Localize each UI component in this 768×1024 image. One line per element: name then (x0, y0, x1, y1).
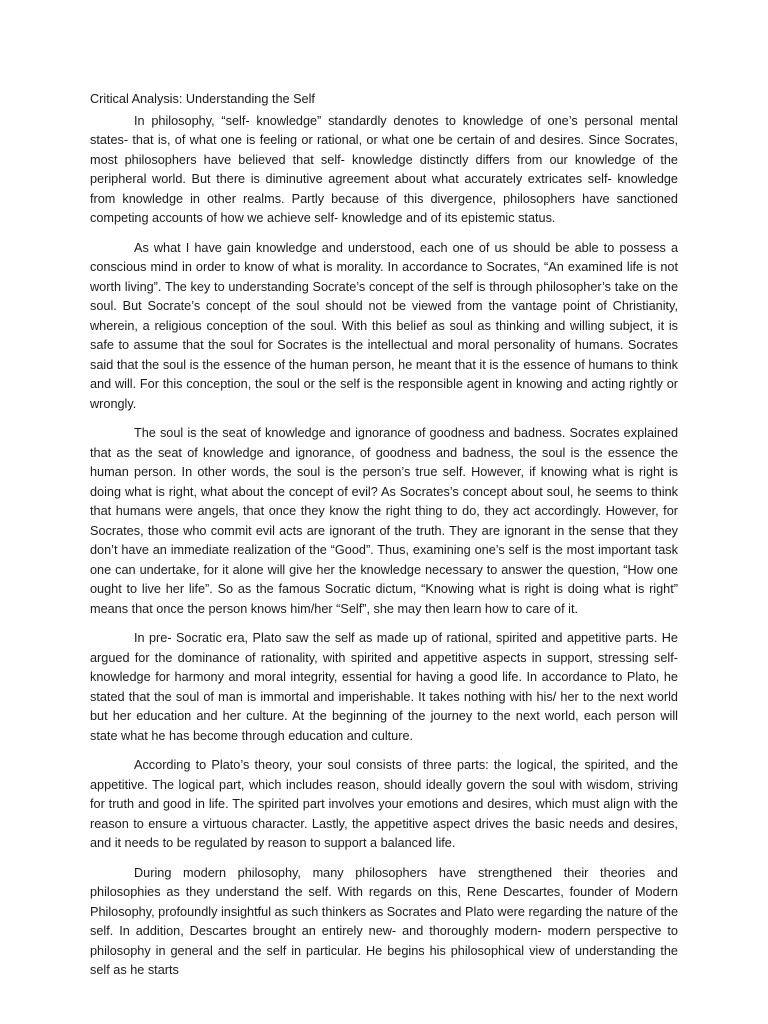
paragraph-socrates-soul: The soul is the seat of knowledge and ignorance of goodness and badness. Socrates explained that as the seat of knowledge and ignorance, of goodness and badness, the soul is the essence the human person. In other words, the soul is the person’s true self. However, if knowing what is right is doing what is right, what about the concept of evil? As Socrates’s concept about soul, he seems to think that humans were angels, that once they know the right thing to do, they act accordingly. However, for Socrates, those who commit evil acts are ignorant of the truth. They are ignorant in the sense that they don’t have an immediate realization of the “Good”. Thus, examining one’s self is the most important task one can undertake, for it alone will give her the knowledge necessary to answer the question, “How one ought to live her life”. So as the famous Socratic dictum, “Knowing what is right is doing what is right” means that once the person knows him/her “Self”, she may then learn how to care of it. (90, 426, 678, 616)
document-title: Critical Analysis: Understanding the Self (90, 92, 315, 106)
paragraph-socrates-examined-life: As what I have gain knowledge and understood, each one of us should be able to possess a conscious mind in order to know of what is morality. In accordance to Socrates, “An examined life is not worth living”. The key to understanding Socrate’s concept of the self is through philosopher’s take on the soul. But Socrate’s concept of the soul should not be viewed from the vantage point of Christianity, wherein, a religious conception of the soul. With this belief as soul as thinking and willing subject, it is safe to assume that the soul for Socrates is the intellectual and moral personality of humans. Socrates said that the soul is the essence of the human person, he meant that it is the essence of humans to think and will. For this conception, the soul or the self is the responsible agent in knowing and acting rightly or wrongly. (90, 240, 678, 411)
paragraph-descartes: During modern philosophy, many philosophers have strengthened their theories and philosophies as they understand the self. With regards on this, Rene Descartes, founder of Modern Philosophy, profoundly insightful as such thinkers as Socrates and Plato were regarding the nature of the self. In addition, Descartes brought an entirely new- and thoroughly modern- modern perspective to philosophy in general and the self in particular. He begins his philosophical view of understanding the self as he starts (90, 865, 678, 977)
paragraph-plato-self: In pre- Socratic era, Plato saw the self as made up of rational, spirited and appetitive parts. He argued for the dominance of rationality, with spirited and appetitive aspects in support, stressing self-knowledge for harmony and moral integrity, essential for having a good life. In accordance to Plato, he stated that the soul of man is immortal and imperishable. It takes nothing with his/ her to the next world but her education and her culture. At the beginning of the journey to the next world, each person will state what he has become through education and culture. (90, 631, 678, 743)
paragraph-self-knowledge: In philosophy, “self- knowledge” standardly denotes to knowledge of one’s personal mental states- that is, of what one is feeling or rational, or what one be certain of and desires. Since Socrates, most philosophers have believed that self- knowledge distinctly differs from our knowledge of the peripheral world. But there is diminutive agreement about what accurately extricates self- knowledge from knowledge in other realms. Partly because of this divergence, philosophers have sanctioned competing accounts of how we achieve self- knowledge and of its epistemic status. (90, 113, 678, 225)
document-page (90, 90, 678, 991)
paragraph-plato-three-parts: According to Plato’s theory, your soul consists of three parts: the logical, the spirited, and the appetitive. The logical part, which includes reason, should ideally govern the soul with wisdom, striving for truth and good in life. The spirited part involves your emotions and desires, which must align with the reason to ensure a virtuous character. Lastly, the appetitive aspect drives the basic needs and desires, and it needs to be regulated by reason to support a balanced life. (90, 758, 678, 850)
